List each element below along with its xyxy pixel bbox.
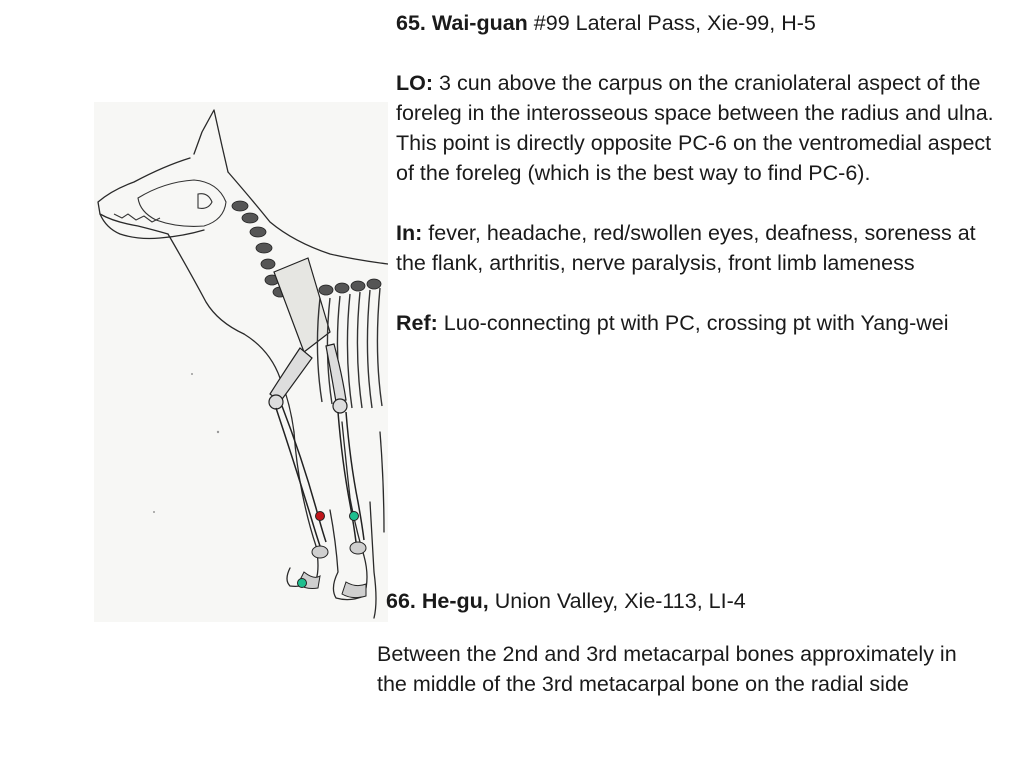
- head-outline: [98, 158, 190, 234]
- wai-guan-description: [396, 8, 996, 338]
- he-gu-aliases: Union Valley, Xie-113, LI-4: [494, 589, 746, 613]
- carpus-left: [312, 546, 328, 558]
- carpus-right: [350, 542, 366, 554]
- paper-specks: [153, 373, 219, 513]
- reference-label: Ref:: [396, 311, 438, 335]
- radius-left: [276, 408, 320, 546]
- dog-skeleton-drawing: [94, 102, 388, 622]
- wai-guan-indications: [396, 218, 996, 278]
- back-leg-hint: [370, 502, 376, 618]
- paw-right: [342, 582, 366, 598]
- wai-guan-reference: [396, 308, 996, 338]
- belly-outline: [380, 432, 384, 532]
- wai-guan-name: 65. Wai-guan: [396, 11, 528, 35]
- ear-outline: [194, 110, 228, 172]
- scapula: [274, 258, 330, 352]
- location-label: LO:: [396, 71, 434, 95]
- elbow-joint: [269, 395, 283, 409]
- he-gu-name: 66. He-gu,: [386, 589, 489, 613]
- wai-guan-heading: [396, 8, 996, 38]
- humerus: [270, 348, 312, 402]
- wai-guan-marker: [316, 512, 325, 521]
- he-gu-marker: [298, 579, 307, 588]
- foreleg-right-outline: [330, 422, 367, 600]
- wai-guan-location: [396, 68, 996, 188]
- indications-label: In:: [396, 221, 423, 245]
- he-gu-heading: [386, 586, 746, 616]
- ulna-left: [282, 406, 326, 542]
- neck-front-outline: [168, 234, 244, 334]
- he-gu-description: Between the 2nd and 3rd metacarpal bones approximately in the middle of the 3rd metacarpal bone on the radial side: [377, 642, 957, 696]
- marker-teal-upper: [350, 512, 359, 521]
- orbit: [198, 194, 212, 209]
- reference-text: Luo-connecting pt with PC, crossing pt with Yang-wei: [443, 311, 949, 335]
- skull-detail: [138, 180, 226, 226]
- indications-text: fever, headache, red/swollen eyes, deafness, soreness at the flank, arthritis, nerve paralysis, front limb lameness: [396, 221, 976, 275]
- elbow-joint-right: [333, 399, 347, 413]
- dog-skeleton-illustration: [94, 102, 388, 622]
- location-text: 3 cun above the carpus on the craniolateral aspect of the foreleg in the interosseous space between the radius and ulna. This point is directly opposite PC-6 on the ventromedial aspect of the foreleg (which is the best way to find PC-6).: [396, 71, 994, 185]
- wai-guan-aliases: #99 Lateral Pass, Xie-99, H-5: [533, 11, 816, 35]
